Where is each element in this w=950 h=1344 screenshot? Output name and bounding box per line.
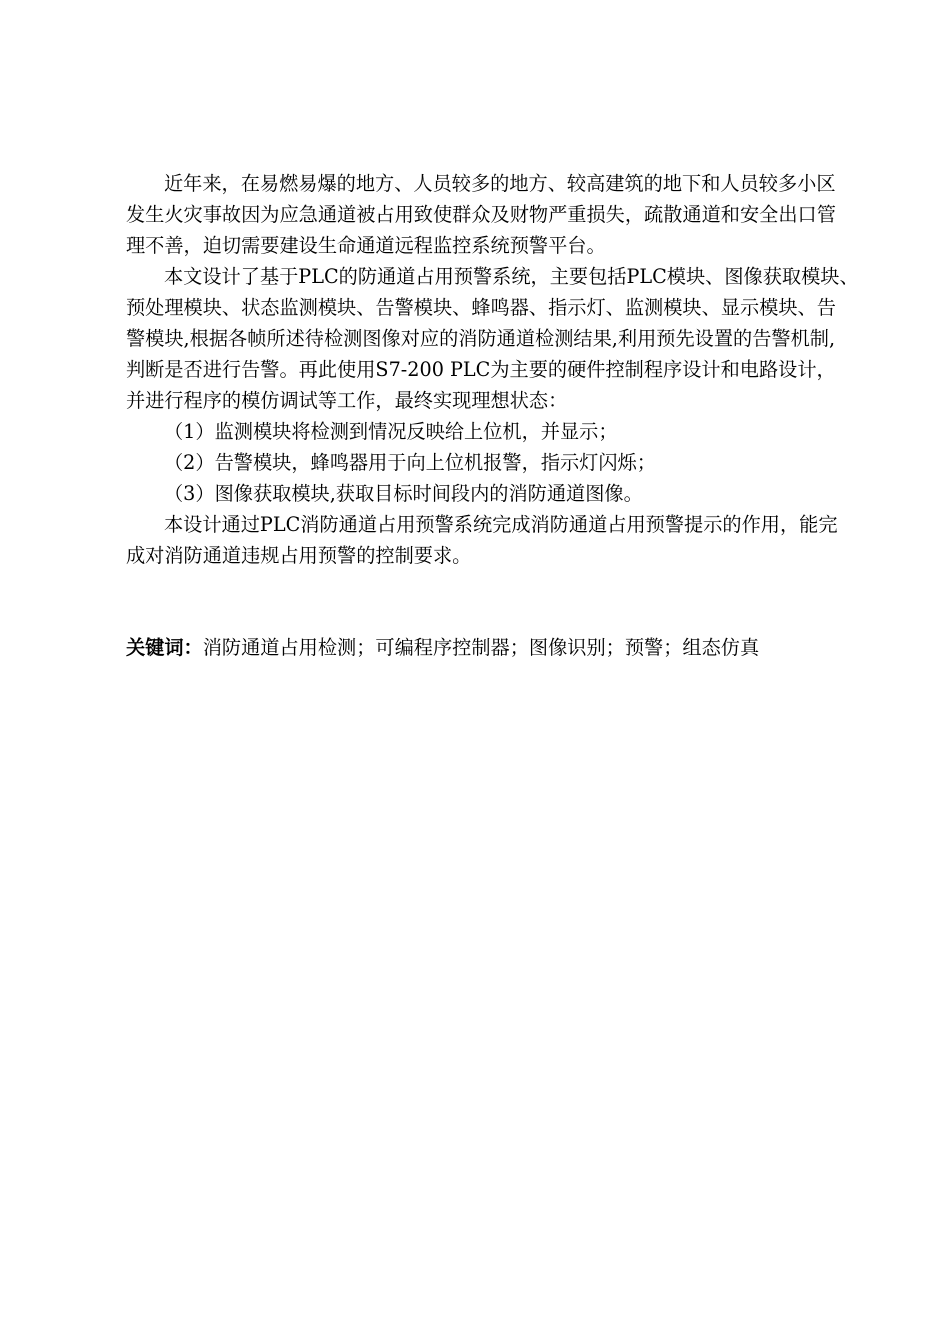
paragraph-2-line-2: 预处理模块、状态监测模块、告警模块、蜂鸣器、指示灯、监测模块、显示模块、告 (126, 296, 836, 319)
list-item-2: （2）告警模块，蜂鸣器用于向上位机报警，指示灯闪烁； (164, 451, 656, 474)
paragraph-1-line-1: 近年来，在易燃易爆的地方、人员较多的地方、较高建筑的地下和人员较多小区 (164, 172, 836, 195)
paragraph-1-line-3: 理不善，迫切需要建设生命通道远程监控系统预警平台。 (126, 234, 606, 257)
paragraph-1-line-2: 发生火灾事故因为应急通道被占用致使群众及财物严重损失，疏散通道和安全出口管 (126, 203, 836, 226)
paragraph-2-line-4: 判断是否进行告警。再此使用S7-200 PLC为主要的硬件控制程序设计和电路设计， (126, 358, 836, 381)
paragraph-2-line-1: 本文设计了基于PLC的防通道占用预警系统，主要包括PLC模块、图像获取模块、 (164, 265, 859, 288)
paragraph-3-line-1: 本设计通过PLC消防通道占用预警系统完成消防通道占用预警提示的作用，能完 (164, 513, 838, 536)
keywords-label: 关键词： (126, 636, 203, 659)
paragraph-2-line-3: 警模块,根据各帧所述待检测图像对应的消防通道检测结果,利用预先设置的告警机制, (126, 327, 836, 350)
keywords-text: 消防通道占用检测；可编程序控制器；图像识别；预警；组态仿真 (202, 636, 760, 659)
paragraph-3-line-2: 成对消防通道违规占用预警的控制要求。 (126, 544, 472, 567)
list-item-3: （3）图像获取模块,获取目标时间段内的消防通道图像。 (164, 482, 643, 505)
keywords-line (126, 636, 759, 660)
list-item-1: （1）监测模块将检测到情况反映给上位机，并显示； (164, 420, 618, 443)
paragraph-2-line-5: 并进行程序的模仿调试等工作，最终实现理想状态： (126, 389, 568, 412)
